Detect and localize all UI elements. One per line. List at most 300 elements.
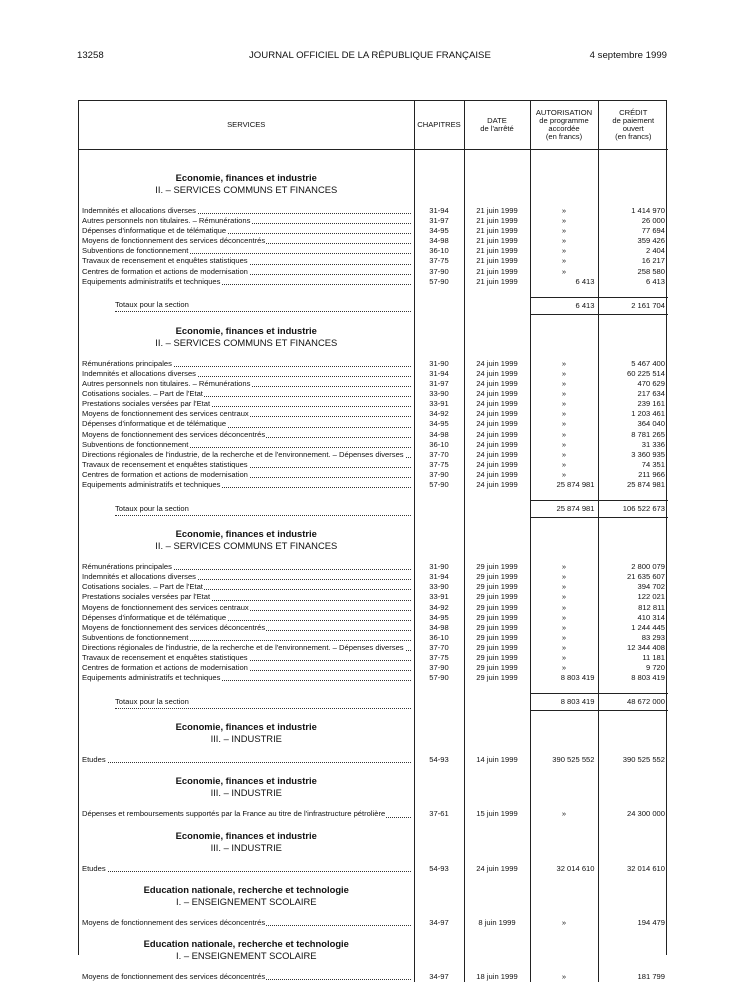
service-label-cell bbox=[79, 673, 414, 683]
table-row bbox=[79, 359, 668, 369]
spacer-row bbox=[79, 490, 668, 501]
credit-cell: 2 404 bbox=[598, 246, 668, 256]
date-cell: 21 juin 1999 bbox=[464, 206, 530, 216]
credit-cell: 6 413 bbox=[598, 277, 668, 287]
autorisation-cell: » bbox=[530, 460, 598, 470]
autorisation-cell: » bbox=[530, 613, 598, 623]
date-cell: 24 juin 1999 bbox=[464, 399, 530, 409]
credit-cell: 60 225 514 bbox=[598, 369, 668, 379]
credit-cell: 812 811 bbox=[598, 603, 668, 613]
section-heading-row bbox=[79, 830, 668, 854]
autorisation-cell: » bbox=[530, 267, 598, 277]
total-autorisation: 8 803 419 bbox=[530, 694, 598, 711]
credit-cell: 364 040 bbox=[598, 419, 668, 429]
chapitre-cell: 34-95 bbox=[414, 226, 464, 236]
date-cell: 18 juin 1999 bbox=[464, 972, 530, 982]
service-label-cell bbox=[79, 643, 414, 653]
chapitre-cell: 31-97 bbox=[414, 216, 464, 226]
table-row bbox=[79, 206, 668, 216]
service-label-cell bbox=[79, 267, 414, 277]
chapitre-cell: 57-90 bbox=[414, 673, 464, 683]
spacer-row bbox=[79, 287, 668, 298]
table-row bbox=[79, 562, 668, 572]
credit-cell: 181 799 bbox=[598, 972, 668, 982]
table-row bbox=[79, 470, 668, 480]
service-label: Subventions de fonctionnement bbox=[82, 439, 189, 449]
section-heading-row bbox=[79, 172, 668, 196]
service-label: Moyens de fonctionnement des services centraux bbox=[82, 602, 249, 612]
date-cell: 21 juin 1999 bbox=[464, 277, 530, 287]
table-row bbox=[79, 918, 668, 928]
autorisation-cell: » bbox=[530, 450, 598, 460]
autorisation-cell: » bbox=[530, 359, 598, 369]
credit-cell: 31 336 bbox=[598, 440, 668, 450]
table-body bbox=[79, 150, 668, 982]
table-row bbox=[79, 399, 668, 409]
service-label: Indemnités et allocations diverses bbox=[82, 368, 196, 378]
chapitre-cell: 31-97 bbox=[414, 379, 464, 389]
autorisation-cell: » bbox=[530, 582, 598, 592]
credit-cell: 122 021 bbox=[598, 592, 668, 602]
table-row bbox=[79, 256, 668, 266]
section-heading-row bbox=[79, 325, 668, 349]
service-label-cell bbox=[79, 572, 414, 582]
date-cell: 24 juin 1999 bbox=[464, 430, 530, 440]
spacer-row bbox=[79, 820, 668, 830]
service-label: Dépenses d'informatique et de télématique bbox=[82, 419, 227, 429]
chapitre-cell: 37-90 bbox=[414, 470, 464, 480]
credit-cell: 8 781 265 bbox=[598, 430, 668, 440]
chapitre-cell: 31-90 bbox=[414, 359, 464, 369]
total-label-cell bbox=[79, 501, 414, 518]
autorisation-cell: 8 803 419 bbox=[530, 673, 598, 683]
date-cell: 21 juin 1999 bbox=[464, 246, 530, 256]
autorisation-cell: » bbox=[530, 256, 598, 266]
autorisation-cell: » bbox=[530, 972, 598, 982]
service-label: Etudes bbox=[82, 863, 106, 873]
date-cell: 29 juin 1999 bbox=[464, 603, 530, 613]
autorisation-cell: » bbox=[530, 633, 598, 643]
credit-cell: 394 702 bbox=[598, 582, 668, 592]
service-label-cell bbox=[79, 623, 414, 633]
section-subtitle: III. – INDUSTRIE bbox=[210, 733, 282, 745]
table-row bbox=[79, 236, 668, 246]
autorisation-cell: » bbox=[530, 623, 598, 633]
autorisation-cell: » bbox=[530, 592, 598, 602]
table-row bbox=[79, 809, 668, 819]
dot-leader bbox=[115, 515, 411, 516]
chapitre-cell: 31-90 bbox=[414, 562, 464, 572]
service-label: Indemnités et allocations diverses bbox=[82, 206, 196, 215]
table-row bbox=[79, 450, 668, 460]
spacer-row bbox=[79, 799, 668, 809]
total-label: Totaux pour la section bbox=[115, 300, 189, 310]
total-credit: 2 161 704 bbox=[598, 297, 668, 314]
section-title: Economie, finances et industrie bbox=[175, 829, 317, 841]
service-label-cell bbox=[79, 379, 414, 389]
service-label-cell bbox=[79, 430, 414, 440]
spacer-row bbox=[79, 552, 668, 562]
credit-cell: 1 203 461 bbox=[598, 409, 668, 419]
autorisation-cell: » bbox=[530, 389, 598, 399]
service-label-cell bbox=[79, 277, 414, 287]
dot-leader bbox=[82, 762, 411, 763]
section-subtitle: III. – INDUSTRIE bbox=[210, 787, 282, 799]
service-label-cell bbox=[79, 653, 414, 663]
total-label: Totaux pour la section bbox=[115, 696, 189, 706]
section-heading-row bbox=[79, 775, 668, 799]
credit-cell: 9 720 bbox=[598, 663, 668, 673]
service-label: Rémunérations principales bbox=[82, 358, 172, 368]
autorisation-cell: » bbox=[530, 226, 598, 236]
service-label: Moyens de fonctionnement des services déconcentrés bbox=[82, 971, 266, 981]
service-label-cell bbox=[79, 633, 414, 643]
service-label: Subventions de fonctionnement bbox=[82, 246, 189, 256]
table-row bbox=[79, 623, 668, 633]
autorisation-cell: » bbox=[530, 409, 598, 419]
table-row bbox=[79, 246, 668, 256]
service-label-cell bbox=[79, 613, 414, 623]
autorisation-cell: » bbox=[530, 440, 598, 450]
section-heading-row bbox=[79, 938, 668, 962]
service-label-cell bbox=[79, 399, 414, 409]
date-cell: 8 juin 1999 bbox=[464, 918, 530, 928]
service-label-cell bbox=[79, 470, 414, 480]
service-label: Autres personnels non titulaires. – Rémunérations bbox=[82, 379, 251, 389]
autorisation-cell: » bbox=[530, 470, 598, 480]
header-credit: CRÉDIT de paiement ouvert (en francs) bbox=[598, 101, 668, 150]
autorisation-cell: » bbox=[530, 246, 598, 256]
service-label: Etudes bbox=[82, 755, 106, 765]
service-label-cell bbox=[79, 369, 414, 379]
spacer-row bbox=[79, 962, 668, 972]
date-cell: 29 juin 1999 bbox=[464, 643, 530, 653]
chapitre-cell: 57-90 bbox=[414, 277, 464, 287]
credit-cell: 5 467 400 bbox=[598, 359, 668, 369]
autorisation-cell: » bbox=[530, 663, 598, 673]
date-cell: 29 juin 1999 bbox=[464, 572, 530, 582]
service-label: Moyens de fonctionnement des services déconcentrés bbox=[82, 236, 266, 246]
autorisation-cell: 32 014 610 bbox=[530, 864, 598, 874]
credit-cell: 32 014 610 bbox=[598, 864, 668, 874]
chapitre-cell: 37-90 bbox=[414, 663, 464, 673]
service-label-cell bbox=[79, 409, 414, 419]
date-cell: 24 juin 1999 bbox=[464, 450, 530, 460]
table-row bbox=[79, 653, 668, 663]
total-row bbox=[79, 501, 668, 518]
service-label: Cotisations sociales. – Part de l'Etat bbox=[82, 389, 203, 399]
chapitre-cell: 37-70 bbox=[414, 450, 464, 460]
date-cell: 15 juin 1999 bbox=[464, 809, 530, 819]
header-date: DATE de l'arrêté bbox=[464, 101, 530, 150]
service-label: Cotisations sociales. – Part de l'Etat bbox=[82, 582, 203, 592]
table-row bbox=[79, 972, 668, 982]
chapitre-cell: 31-94 bbox=[414, 572, 464, 582]
service-label: Equipements administratifs et techniques bbox=[82, 479, 221, 489]
chapitre-cell: 33-90 bbox=[414, 389, 464, 399]
service-label-cell bbox=[79, 460, 414, 470]
table-row bbox=[79, 226, 668, 236]
table-row bbox=[79, 430, 668, 440]
spacer-row bbox=[79, 854, 668, 864]
page-number: 13258 bbox=[77, 50, 104, 61]
service-label-cell bbox=[79, 246, 414, 256]
chapitre-cell: 31-94 bbox=[414, 369, 464, 379]
dot-leader bbox=[82, 871, 411, 872]
credit-cell: 239 161 bbox=[598, 399, 668, 409]
date-cell: 24 juin 1999 bbox=[464, 369, 530, 379]
spacer-row bbox=[79, 683, 668, 694]
total-label-cell bbox=[79, 297, 414, 314]
section-heading-row bbox=[79, 884, 668, 908]
service-label-cell bbox=[79, 256, 414, 266]
section-title: Economie, finances et industrie bbox=[175, 528, 317, 540]
service-label: Dépenses d'informatique et de télématique bbox=[82, 612, 227, 622]
date-cell: 21 juin 1999 bbox=[464, 267, 530, 277]
spacer-row bbox=[79, 745, 668, 755]
credit-cell: 77 694 bbox=[598, 226, 668, 236]
autorisation-cell: » bbox=[530, 653, 598, 663]
service-label: Indemnités et allocations diverses bbox=[82, 572, 196, 582]
service-label-cell bbox=[79, 864, 414, 874]
total-label-cell bbox=[79, 694, 414, 711]
chapitre-cell: 33-91 bbox=[414, 592, 464, 602]
credit-cell: 217 634 bbox=[598, 389, 668, 399]
section-title: Economie, finances et industrie bbox=[175, 721, 317, 733]
autorisation-cell: » bbox=[530, 379, 598, 389]
page-header bbox=[77, 50, 667, 66]
service-label: Directions régionales de l'industrie, de la recherche et de l'environnement. – Dépenses diverses bbox=[82, 449, 404, 459]
table-row bbox=[79, 755, 668, 765]
table-row bbox=[79, 389, 668, 399]
autorisation-cell: 6 413 bbox=[530, 277, 598, 287]
service-label: Moyens de fonctionnement des services centraux bbox=[82, 409, 249, 419]
credit-cell: 258 580 bbox=[598, 267, 668, 277]
spacer-row bbox=[79, 150, 668, 173]
autorisation-cell: » bbox=[530, 216, 598, 226]
spacer-row bbox=[79, 711, 668, 722]
date-cell: 29 juin 1999 bbox=[464, 562, 530, 572]
date-cell: 21 juin 1999 bbox=[464, 216, 530, 226]
service-label: Prestations sociales versées par l'Etat bbox=[82, 592, 211, 602]
date-cell: 21 juin 1999 bbox=[464, 256, 530, 266]
date-cell: 24 juin 1999 bbox=[464, 359, 530, 369]
chapitre-cell: 37-75 bbox=[414, 256, 464, 266]
spacer-row bbox=[79, 928, 668, 938]
credit-cell: 21 635 607 bbox=[598, 572, 668, 582]
section-subtitle: I. – ENSEIGNEMENT SCOLAIRE bbox=[176, 895, 317, 907]
header-autorisation: AUTORISATION de programme accordée (en francs) bbox=[530, 101, 598, 150]
date-cell: 29 juin 1999 bbox=[464, 582, 530, 592]
chapitre-cell: 37-75 bbox=[414, 653, 464, 663]
chapitre-cell: 36-10 bbox=[414, 633, 464, 643]
service-label: Directions régionales de l'industrie, de la recherche et de l'environnement. – Dépenses diverses bbox=[82, 642, 404, 652]
autorisation-cell: » bbox=[530, 236, 598, 246]
service-label-cell bbox=[79, 480, 414, 490]
table-row bbox=[79, 582, 668, 592]
credit-cell: 24 300 000 bbox=[598, 809, 668, 819]
service-label: Travaux de recensement et enquêtes statistiques bbox=[82, 653, 248, 662]
service-label-cell bbox=[79, 663, 414, 673]
chapitre-cell: 34-95 bbox=[414, 613, 464, 623]
autorisation-cell: 25 874 981 bbox=[530, 480, 598, 490]
section-title: Economie, finances et industrie bbox=[175, 172, 317, 183]
table-row bbox=[79, 673, 668, 683]
date-cell: 29 juin 1999 bbox=[464, 613, 530, 623]
autorisation-cell: » bbox=[530, 572, 598, 582]
chapitre-cell: 54-93 bbox=[414, 864, 464, 874]
autorisation-cell: » bbox=[530, 419, 598, 429]
chapitre-cell: 37-75 bbox=[414, 460, 464, 470]
chapitre-cell: 57-90 bbox=[414, 480, 464, 490]
service-label: Dépenses d'informatique et de télématique bbox=[82, 226, 227, 236]
service-label: Subventions de fonctionnement bbox=[82, 632, 189, 642]
date-cell: 24 juin 1999 bbox=[464, 409, 530, 419]
table-row bbox=[79, 592, 668, 602]
credit-cell: 16 217 bbox=[598, 256, 668, 266]
header-chapitres: CHAPITRES bbox=[414, 101, 464, 150]
service-label-cell bbox=[79, 236, 414, 246]
service-label: Rémunérations principales bbox=[82, 562, 172, 572]
header-services: SERVICES bbox=[79, 101, 414, 150]
chapitre-cell: 34-97 bbox=[414, 972, 464, 982]
credit-cell: 359 426 bbox=[598, 236, 668, 246]
section-subtitle: I. – ENSEIGNEMENT SCOLAIRE bbox=[176, 949, 317, 961]
table-row bbox=[79, 216, 668, 226]
chapitre-cell: 34-95 bbox=[414, 419, 464, 429]
date-cell: 14 juin 1999 bbox=[464, 755, 530, 765]
service-label-cell bbox=[79, 450, 414, 460]
autorisation-cell: » bbox=[530, 399, 598, 409]
chapitre-cell: 37-70 bbox=[414, 643, 464, 653]
service-label-cell bbox=[79, 419, 414, 429]
table-row bbox=[79, 409, 668, 419]
credit-cell: 410 314 bbox=[598, 613, 668, 623]
spacer-row bbox=[79, 314, 668, 325]
date-cell: 21 juin 1999 bbox=[464, 226, 530, 236]
credit-cell: 25 874 981 bbox=[598, 480, 668, 490]
credits-table bbox=[79, 101, 668, 982]
date-cell: 24 juin 1999 bbox=[464, 389, 530, 399]
service-label-cell bbox=[79, 389, 414, 399]
dot-leader bbox=[115, 708, 411, 709]
credit-cell: 3 360 935 bbox=[598, 450, 668, 460]
service-label-cell bbox=[79, 562, 414, 572]
table-row bbox=[79, 572, 668, 582]
publication-date: 4 septembre 1999 bbox=[589, 50, 667, 61]
table-row bbox=[79, 864, 668, 874]
section-title: Economie, finances et industrie bbox=[175, 324, 317, 336]
section-subtitle: III. – INDUSTRIE bbox=[210, 841, 282, 853]
table-row bbox=[79, 379, 668, 389]
chapitre-cell: 36-10 bbox=[414, 440, 464, 450]
autorisation-cell: » bbox=[530, 643, 598, 653]
service-label-cell bbox=[79, 216, 414, 226]
date-cell: 24 juin 1999 bbox=[464, 379, 530, 389]
credit-cell: 390 525 552 bbox=[598, 755, 668, 765]
chapitre-cell: 34-98 bbox=[414, 623, 464, 633]
credit-cell: 74 351 bbox=[598, 460, 668, 470]
table-row bbox=[79, 369, 668, 379]
spacer-row bbox=[79, 765, 668, 775]
total-autorisation: 25 874 981 bbox=[530, 501, 598, 518]
credit-cell: 470 629 bbox=[598, 379, 668, 389]
service-label: Moyens de fonctionnement des services déconcentrés bbox=[82, 917, 266, 927]
chapitre-cell: 54-93 bbox=[414, 755, 464, 765]
credit-cell: 194 479 bbox=[598, 918, 668, 928]
date-cell: 24 juin 1999 bbox=[464, 480, 530, 490]
service-label: Centres de formation et actions de modernisation bbox=[82, 663, 248, 673]
service-label: Prestations sociales versées par l'Etat bbox=[82, 399, 211, 409]
autorisation-cell: » bbox=[530, 369, 598, 379]
section-subtitle: II. – SERVICES COMMUNS ET FINANCES bbox=[155, 184, 338, 195]
service-label-cell bbox=[79, 206, 414, 216]
chapitre-cell: 36-10 bbox=[414, 246, 464, 256]
date-cell: 24 juin 1999 bbox=[464, 419, 530, 429]
service-label: Moyens de fonctionnement des services déconcentrés bbox=[82, 429, 266, 439]
section-heading-row bbox=[79, 721, 668, 745]
date-cell: 24 juin 1999 bbox=[464, 470, 530, 480]
autorisation-cell: » bbox=[530, 603, 598, 613]
date-cell: 29 juin 1999 bbox=[464, 623, 530, 633]
service-label-cell bbox=[79, 918, 414, 928]
autorisation-cell: » bbox=[530, 809, 598, 819]
chapitre-cell: 34-97 bbox=[414, 918, 464, 928]
date-cell: 24 juin 1999 bbox=[464, 864, 530, 874]
section-subtitle: II. – SERVICES COMMUNS ET FINANCES bbox=[155, 540, 338, 552]
section-title: Education nationale, recherche et technologie bbox=[143, 883, 349, 895]
spacer-row bbox=[79, 349, 668, 359]
table-row bbox=[79, 460, 668, 470]
spacer-row bbox=[79, 874, 668, 884]
chapitre-cell: 34-92 bbox=[414, 603, 464, 613]
service-label-cell bbox=[79, 359, 414, 369]
service-label-cell bbox=[79, 809, 414, 819]
service-label: Travaux de recensement et enquêtes statistiques bbox=[82, 459, 248, 469]
total-credit: 106 522 673 bbox=[598, 501, 668, 518]
service-label: Centres de formation et actions de modernisation bbox=[82, 469, 248, 479]
chapitre-cell: 33-90 bbox=[414, 582, 464, 592]
credit-cell: 83 293 bbox=[598, 633, 668, 643]
service-label: Equipements administratifs et techniques bbox=[82, 276, 221, 286]
table-row bbox=[79, 643, 668, 653]
spacer-row bbox=[79, 518, 668, 529]
table-row bbox=[79, 603, 668, 613]
table-row bbox=[79, 267, 668, 277]
chapitre-cell: 31-94 bbox=[414, 206, 464, 216]
section-title: Economie, finances et industrie bbox=[175, 775, 317, 787]
total-label: Totaux pour la section bbox=[115, 503, 189, 513]
service-label: Equipements administratifs et techniques bbox=[82, 673, 221, 683]
table-row bbox=[79, 480, 668, 490]
chapitre-cell: 37-61 bbox=[414, 809, 464, 819]
service-label-cell bbox=[79, 226, 414, 236]
chapitre-cell: 34-98 bbox=[414, 236, 464, 246]
chapitre-cell: 34-92 bbox=[414, 409, 464, 419]
total-row bbox=[79, 694, 668, 711]
service-label: Autres personnels non titulaires. – Rémunérations bbox=[82, 216, 251, 226]
credit-cell: 26 000 bbox=[598, 216, 668, 226]
date-cell: 29 juin 1999 bbox=[464, 653, 530, 663]
spacer-row bbox=[79, 196, 668, 206]
table-row bbox=[79, 633, 668, 643]
service-label-cell bbox=[79, 755, 414, 765]
section-subtitle: II. – SERVICES COMMUNS ET FINANCES bbox=[155, 336, 338, 348]
service-label-cell bbox=[79, 440, 414, 450]
credits-table-frame bbox=[78, 100, 667, 981]
spacer-row bbox=[79, 908, 668, 918]
date-cell: 29 juin 1999 bbox=[464, 592, 530, 602]
